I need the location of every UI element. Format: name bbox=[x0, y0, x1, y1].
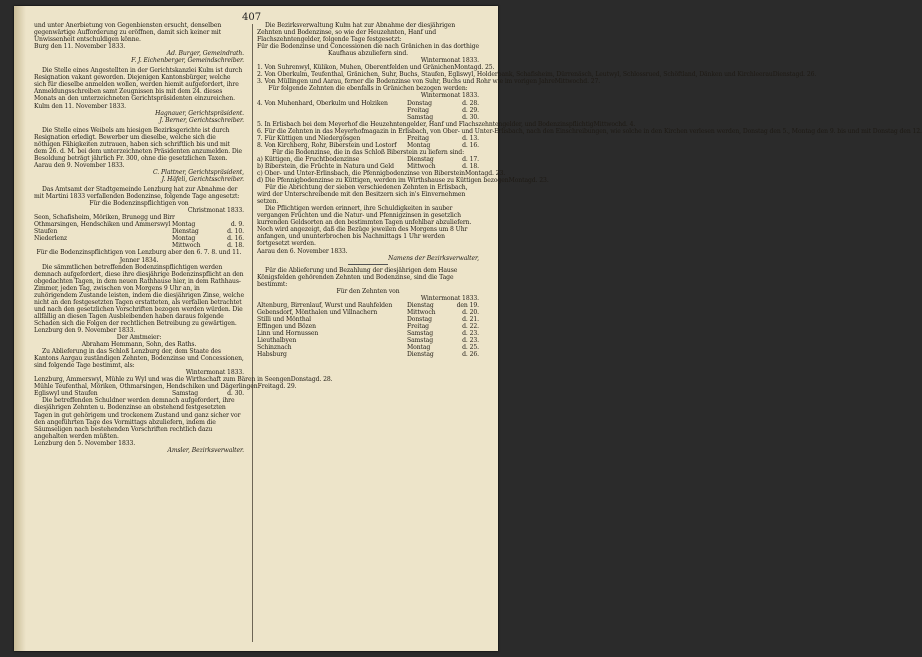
schedule-row bbox=[257, 100, 479, 107]
section-heading: Für folgende Zehnten die ebenfalls in Gränichen bezogen werden: bbox=[268, 85, 468, 93]
schedule-weekday: Donstag bbox=[407, 315, 432, 323]
schedule-weekday: Donstag bbox=[290, 376, 316, 384]
schedule-place-name: Gebensdorf, Mönthalen und Villnachern bbox=[257, 308, 378, 316]
notice-paragraph: Die sämmtlichen betreffenden Bodenzinspflichtigen werden demnach aufgefordert, diese ihre diesjährige Bodenzinspflicht an den obgedachten Tagen, in dem neuen Rathhause hier, in dem Rathhaus-Zimmer, jeden Tag, zwischen von Morgens 9 Uhr an, in zuhörigendem Zustande leisten, indem die diesjährigen Zinse, welche nicht an den festgesetzten Tagen erstatteten, als verfallen betrachtet und nach den gesetzlichen Vorschriften bezogen werden würden. Die allfällig an diesen Tagen Ausbleibenden haben daraus folgende Schaden sich die Folgen der rechtlichen Betreibung zu gewärtigen. bbox=[34, 263, 244, 327]
notice-paragraph: Das Amtsamt der Stadtgemeinde Lenzburg hat zur Abnahme der mit Martini 1833 verfallenden Bodenzinse, folgende Tage angesetzt: bbox=[34, 186, 240, 201]
schedule-date bbox=[217, 214, 244, 221]
schedule-weekday: Montag bbox=[454, 64, 478, 72]
schedule-row bbox=[34, 242, 244, 249]
schedule-place-name: Schinznach bbox=[257, 344, 292, 352]
schedule-date: d. 23. bbox=[488, 169, 506, 177]
paragraph: Kulm den 11. November 1833. bbox=[34, 102, 126, 110]
schedule-date: d. 9. bbox=[230, 221, 244, 229]
section-heading: Für die Bodenzinse und Concessionen die nach Gränichen in das dorthige Kaufhaus abzuliefern sind. bbox=[257, 43, 479, 58]
signature: C. Plattner, Gerichtspräsident, bbox=[152, 168, 244, 176]
schedule-weekday: Montag bbox=[464, 169, 489, 177]
schedule-place-name: 7. Für Küttigen und Niedergösgen bbox=[257, 134, 361, 142]
section-heading: Für die Bodenzinse, die in das Schloß Biberstein zu liefern sind: bbox=[271, 148, 465, 156]
schedule-place-name: Niederlenz bbox=[34, 235, 67, 243]
schedule-row bbox=[257, 120, 636, 128]
schedule-row bbox=[257, 344, 479, 351]
schedule-place-name: a) Küttigen, die Fruchtbodenzinse bbox=[257, 155, 360, 163]
schedule-row bbox=[257, 309, 479, 316]
schedule-place-name: Lenzburg, Ammerswyl, Mühle zu Wyl und was die Wirthschaft zum Bären in Seengen bbox=[34, 376, 291, 384]
signature: F. J. Eichenberger, Gemeindschreiber. bbox=[131, 57, 244, 65]
schedule-row bbox=[257, 71, 817, 79]
schedule-date: d. 28. bbox=[462, 99, 479, 107]
schedule-row bbox=[257, 135, 479, 142]
schedule-row bbox=[257, 177, 549, 185]
schedule-place-name: Mühle Teufenthal, Möriken, Othmarsingen, Hendschiken und Dägerlingen bbox=[34, 383, 258, 391]
month-heading: Wintermonat 1833. bbox=[420, 294, 479, 302]
schedule-weekday: Mittwoch bbox=[172, 242, 201, 250]
schedule-place-name: b) Biberstein, die Früchte in Natura und Geld bbox=[257, 162, 394, 170]
schedule-date: den 19. bbox=[456, 301, 479, 309]
schedule-weekday: Freitag bbox=[257, 383, 280, 391]
schedule-date: d. 29. bbox=[279, 383, 297, 391]
schedule-weekday: Mittwoch bbox=[407, 162, 436, 170]
signature: Hagnauer, Gerichtspräsident. bbox=[155, 109, 244, 117]
schedule-date: d. 30. bbox=[227, 390, 244, 398]
schedule-weekday: Samstag bbox=[172, 390, 198, 398]
schedule-row bbox=[257, 337, 479, 344]
schedule-place-name: d) Die Pfennigbodenzinse zu Küttigen, werden im Wirthshause zu Küttigen bezogen bbox=[257, 177, 509, 185]
schedule-date: d. 23. bbox=[531, 177, 549, 185]
schedule-weekday: Samstag bbox=[407, 113, 433, 121]
schedule-weekday: Mittwoch bbox=[593, 120, 623, 128]
schedule-date: d. 25. bbox=[477, 64, 495, 72]
schedule-date: d. 17. bbox=[462, 155, 479, 163]
schedule-date: d. 28. bbox=[315, 376, 333, 384]
schedule-weekday: Dienstag bbox=[172, 228, 199, 236]
schedule-date: d. 4. bbox=[622, 120, 636, 128]
notice-paragraph: Die Pflichtigen werden erinnert, ihre Schuldigkeiten in sauber vergangen Früchten und die Natur- und Pfennigzinsen in gesetzlich kurrenden Geldsorten an den bestimmten Tagen unfehlbar abzuliefern. Noch wird angezeigt, daß die Bezüge jeweilen des Morgens um 8 Uhr anfangen, und ununterbrochen bis Nachmittags 1 Uhr werden fortgesetzt werden. bbox=[257, 205, 472, 248]
schedule-place-name: Lieuthalbyen bbox=[257, 337, 297, 345]
schedule-date: d. 23. bbox=[462, 330, 479, 338]
schedule-place-name: Seon, Schafisheim, Möriken, Brunegg und Birr bbox=[34, 214, 175, 222]
month-heading: Christmonat 1833. bbox=[187, 207, 244, 215]
schedule-date: d. 18. bbox=[227, 242, 244, 250]
signature: J. Berner, Gerichtsschreiber. bbox=[159, 116, 244, 124]
schedule-row bbox=[34, 221, 244, 228]
section-heading: Abraham Hemmann, Sohn, des Raths. bbox=[81, 341, 197, 349]
schedule-date: d. 18. bbox=[462, 162, 479, 170]
notice-paragraph: Die Bezirksverwaltung Kulm hat zur Abnahme der diesjährigen Zehnten und Bodenzinse, so wie der Heuzehnten, Hanf und Flachszehntengelder, folgende Tage festgesetzt: bbox=[257, 22, 456, 44]
schedule-row bbox=[257, 323, 479, 330]
month-heading: Wintermonat 1833. bbox=[420, 57, 479, 65]
column-divider bbox=[252, 24, 253, 642]
schedule-date: d. 30. bbox=[462, 113, 479, 121]
schedule-date: d. 22. bbox=[462, 322, 479, 330]
right-column bbox=[257, 22, 922, 359]
schedule-place-name: Othmarsingen, Hendschiken und Ammerswyl bbox=[34, 221, 171, 229]
schedule-weekday: Dienstag bbox=[772, 71, 800, 79]
schedule-row bbox=[257, 142, 479, 149]
schedule-weekday: Mittwoch bbox=[554, 78, 584, 86]
schedule-weekday: Dienstag bbox=[407, 301, 434, 309]
schedule-place-name: Staufen bbox=[34, 228, 58, 236]
schedule-date: d. 10. bbox=[227, 228, 244, 236]
schedule-weekday: Montag bbox=[407, 344, 431, 352]
schedule-row bbox=[257, 169, 506, 177]
notice-paragraph: Für die Abrichtung der sieben verschiedenen Zehnten in Erlisbach, wird der Unterschreibende mit den Besitzern sich in's Einvernehmen setzen. bbox=[257, 184, 468, 206]
notice-paragraph: Zu Ablieferung in das Schloß Lenzburg der, dem Staate des Kantons Aargau zuständigen Zehnten, Bodenzinse und Concessionen, sind folgende Tage bestimmt, als: bbox=[34, 348, 244, 370]
schedule-weekday bbox=[175, 214, 217, 221]
schedule-place-name bbox=[257, 107, 407, 114]
schedule-weekday: Donstag bbox=[407, 99, 432, 107]
schedule-row bbox=[34, 376, 333, 384]
section-heading: Der Amtmeier: bbox=[116, 334, 162, 342]
schedule-date: d. 16. bbox=[462, 141, 479, 149]
schedule-weekday: Montag bbox=[407, 141, 431, 149]
schedule-place-name: 8. Von Kirchberg, Rohr, Biberstein und Lostorf bbox=[257, 141, 397, 149]
schedule-row bbox=[257, 316, 479, 323]
schedule-weekday: Dienstag bbox=[407, 351, 434, 359]
schedule-date: d. 29. bbox=[462, 106, 479, 114]
signature: Ad. Burger, Gemeindrath. bbox=[166, 50, 244, 58]
page-number: 407 bbox=[242, 12, 262, 23]
notice-paragraph: Für die Ablieferung und Bezahlung der diesjährigen dem Hause Königsfelden gehörenden Zehnten und Bodenzinse, sind die Tage bestimmt: bbox=[257, 266, 458, 288]
schedule-weekday: Freitag bbox=[407, 106, 429, 114]
schedule-weekday: Montag bbox=[172, 235, 196, 243]
schedule-row bbox=[34, 390, 244, 397]
schedule-row bbox=[257, 163, 479, 170]
schedule-place-name: 3. Von Müllingen und Aarau, ferner die Bodenzinse von Suhr, Buchs und Rohr wie im vorigen Jahre bbox=[257, 78, 555, 86]
schedule-date: d. 25. bbox=[462, 344, 479, 352]
schedule-row bbox=[257, 64, 495, 72]
signature: Namens der Bezirksverwalter, bbox=[388, 254, 479, 262]
schedule-row bbox=[34, 235, 244, 242]
schedule-place-name: 2. Von Oberkulm, Teufenthal, Gränichen, Suhr, Buchs, Staufen, Egliswyl, Holderbank, Schafisheim, Dürrenäsch, Leutwyl, Schlossrued, Schöftland, Dänken und Kirchleerau bbox=[257, 71, 773, 79]
schedule-weekday: Freitag bbox=[407, 322, 429, 330]
schedule-row bbox=[34, 383, 297, 391]
schedule-date: d. 20. bbox=[462, 308, 479, 316]
paragraph: Lenzburg den 5. November 1833. bbox=[34, 439, 136, 447]
paragraph: und unter Anerbietung von Gegenbiensten ersucht, denselben gegenwärtige Aufforderung zu eröffnen, damit sich keiner mit Unwissenheit entschuldigen könne. bbox=[34, 22, 222, 44]
schedule-date: d. 26. bbox=[799, 71, 817, 79]
paragraph: Aarau den 6. November 1833. bbox=[257, 247, 348, 255]
schedule-place-name: Egliswyl und Staufen bbox=[34, 390, 98, 398]
schedule-place-name bbox=[257, 114, 407, 121]
schedule-weekday: Montag bbox=[172, 221, 196, 229]
schedule-place-name: Stilli und Mönthal bbox=[257, 315, 312, 323]
schedule-weekday: Samstag bbox=[407, 330, 433, 338]
schedule-place-name: 1. Von Suhrenwyl, Külikon, Muhen, Oberentfelden und Gränichen bbox=[257, 64, 455, 72]
schedule-place-name: Linn und Hornussen bbox=[257, 330, 319, 338]
schedule-place-name: Effingen und Bözen bbox=[257, 322, 316, 330]
schedule-date: d. 16. bbox=[227, 235, 244, 243]
schedule-row bbox=[34, 228, 244, 235]
notice-paragraph: Die Stelle eines Weibels am hiesigen Bezirksgerichte ist durch Resignation erledigt. Bewerber um dieselbe, welche sich die nöthigen Fähigkeiten zutrauen, haben sich schriftlich bis und mit dem 26. d. M. bei dem unterzeichneten Präsidenten anzumelden. Die Besoldung beträgt jährlich Fr. 300, ohne die gesetzlichen Taxen. bbox=[34, 126, 243, 162]
schedule-date: d. 27. bbox=[583, 78, 601, 86]
schedule-row bbox=[257, 351, 479, 358]
paragraph: Lenzburg den 9. November 1833. bbox=[34, 326, 136, 334]
schedule-row bbox=[257, 78, 601, 86]
schedule-place-name: c) Ober- und Unter-Erlinsbach, die Pfennigbodenzinse von Biberstein bbox=[257, 169, 465, 177]
schedule-date: d. 13. bbox=[462, 134, 479, 142]
schedule-date: d. 23. bbox=[462, 337, 479, 345]
signature: J. Häfeli, Gerichtsschreiber. bbox=[161, 175, 244, 183]
schedule-weekday: Montag bbox=[508, 177, 532, 185]
paragraph: Burg den 11. November 1833. bbox=[34, 43, 126, 51]
schedule-date: d. 26. bbox=[462, 351, 479, 359]
month-heading: Wintermonat 1833. bbox=[185, 369, 244, 377]
schedule-weekday: Freitag bbox=[407, 134, 429, 142]
schedule-place-name: Habsburg bbox=[257, 351, 287, 359]
separator-rule bbox=[348, 264, 388, 265]
schedule-place-name: 4. Von Muhenhard, Oberkulm und Holziken bbox=[257, 99, 388, 107]
section-heading: Für die Bodenzinspflichtigen von bbox=[89, 200, 189, 208]
section-heading: Für die Bodenzinspflichtigen von Lenzburg aber den 6. 7. 8. und 11. Jenner 1834. bbox=[36, 249, 242, 264]
schedule-weekday: Samstag bbox=[407, 337, 433, 345]
schedule-weekday: Mittwoch bbox=[407, 308, 436, 316]
schedule-place-name: 5. In Erlisbach bei dem Meyerhof die Heuzehntengelder, Hanf und Flachszehntengelder, und Bodenzinspflichtig bbox=[257, 120, 594, 128]
month-heading: Wintermonat 1833. bbox=[420, 92, 479, 100]
newspaper-page bbox=[14, 6, 922, 651]
notice-paragraph: Die betreffenden Schuldner werden demnach aufgefordert, ihre diesjährigen Zehnten u. Bodenzinse an obstehend festgesetzten Tagen in gut gehörigem und trockenem Zustand und ganz sicher vor den angeführten Tage des Vormittags abzuliefern, indem die Säumseligen nach bestehenden Vorschriften rechtlich dazu angehalten werden müßten. bbox=[34, 397, 241, 440]
schedule-place-name bbox=[34, 242, 172, 249]
notice-paragraph: Die Stelle eines Angestellten in der Gerichtskanzlei Kulm ist durch Resignation vakant geworden. Diejenigen Kantonsbürger, welche sich für dieselbe anmelden wollen, werden hiemit aufgefordert, ihre Anmeldungsschreiben samt Zeugnissen bis mit dem 24. dieses Monats an den unterzeichneten Gerichtspräsidenten einzureichen. bbox=[34, 67, 243, 103]
schedule-row bbox=[34, 214, 244, 221]
schedule-row bbox=[257, 330, 479, 337]
schedule-row bbox=[257, 127, 922, 135]
signature: Amsler, Bezirksverwalter. bbox=[167, 446, 244, 454]
schedule-row bbox=[257, 107, 479, 114]
paragraph: Aarau den 9. November 1833. bbox=[34, 161, 125, 169]
schedule-row bbox=[257, 302, 479, 309]
schedule-date: d. 21. bbox=[462, 315, 479, 323]
schedule-place-name: 6. Für die Zehnten in das Meyerhofmagazin in Erlisbach, von Ober- und Unter-Erlisbach, nach den Einschreibungen, wie solche in den Kirchen verlesen werden, Donstag den 5., Montag den 9. bis und mit Donstag den 12. bbox=[257, 127, 922, 135]
schedule-row bbox=[257, 156, 479, 163]
schedule-place-name: Altenburg, Birrenlauf, Wurst und Rauhfelden bbox=[257, 301, 393, 309]
schedule-weekday: Dienstag bbox=[407, 155, 434, 163]
section-heading: Für den Zehnten von bbox=[336, 287, 400, 295]
schedule-row bbox=[257, 114, 479, 121]
